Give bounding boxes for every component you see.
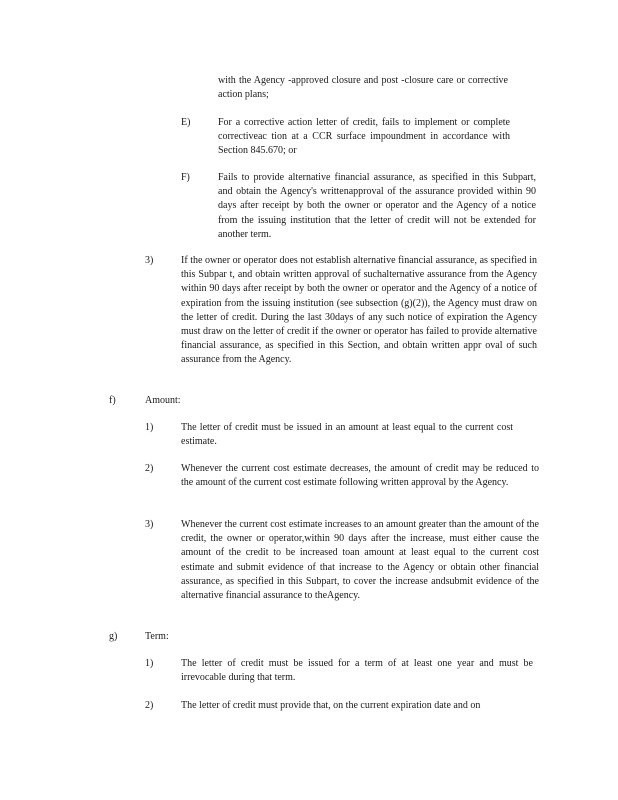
continuation-paragraph: with the Agency -approved closure and post -closure care or corrective action plans;: [218, 75, 508, 101]
item-3-text: If the owner or operator does not establish alternative financial assurance, as specified in this Subpar t, and obtain written approval of suchalternative assurance from the Agency within 90 days after receipt by both the owner or operator and the Agency of a notice of expiration from the issuing institution (see subsection (g)(2)), the Agency must draw on the letter of credit. During the last 30days of any such notice of expiration the Agency must draw on the letter of credit if the owner or operator has failed to provide alternative financial assurance, as specified in this Section, and obtain written appr oval of such assurance from the Agency.: [181, 255, 537, 366]
section-g-marker: g): [109, 631, 118, 642]
item-e-text: For a corrective action letter of credit, fails to implement or complete correctiveac tion at a CCR surface impoundment in accordance with Section 845.670; or: [218, 117, 510, 157]
section-f-item-1-text: The letter of credit must be issued in an amount at least equal to the current cost estimate.: [181, 422, 513, 448]
item-3-marker: 3): [145, 255, 154, 266]
item-e-marker: E): [181, 117, 191, 128]
section-f-heading: Amount:: [145, 395, 181, 406]
section-f-item-2-marker: 2): [145, 463, 154, 474]
section-f-item-3-text: Whenever the current cost estimate increases to an amount greater than the amount of the credit, the owner or operator,within 90 days after the increase, must either cause the amount of the credit to be increased toan amount at least equal to the current cost estimate and submit evidence of that increase to the Agency or obtain other financial assurance, as specified in this Subpart, to cover the increase andsubmit evidence of the alternative financial assurance to theAgency.: [181, 519, 539, 602]
section-g-item-2-marker: 2): [145, 700, 154, 711]
section-f-marker: f): [109, 395, 116, 406]
section-g-item-1-marker: 1): [145, 658, 154, 669]
section-f-item-1-marker: 1): [145, 422, 154, 433]
section-f-item-2-text: Whenever the current cost estimate decreases, the amount of credit may be reduced to the amount of the current cost estimate following written approval by the Agency.: [181, 463, 539, 489]
section-g-item-2-text: The letter of credit must provide that, on the current expiration date and on: [181, 700, 481, 711]
section-f-item-3-marker: 3): [145, 519, 154, 530]
item-f-text: Fails to provide alternative financial assurance, as specified in this Subpart, and obtain the Agency's writtenapproval of the assurance provided within 90 days after receipt by both the owner or operator and the Agency of a notice from the issuing institution that the letter of credit will not be extended for another term.: [218, 172, 536, 240]
section-g-item-1-text: The letter of credit must be issued for a term of at least one year and must be irrevocable during that term.: [181, 658, 533, 684]
section-g-heading: Term:: [145, 631, 169, 642]
item-f-marker: F): [181, 172, 190, 183]
